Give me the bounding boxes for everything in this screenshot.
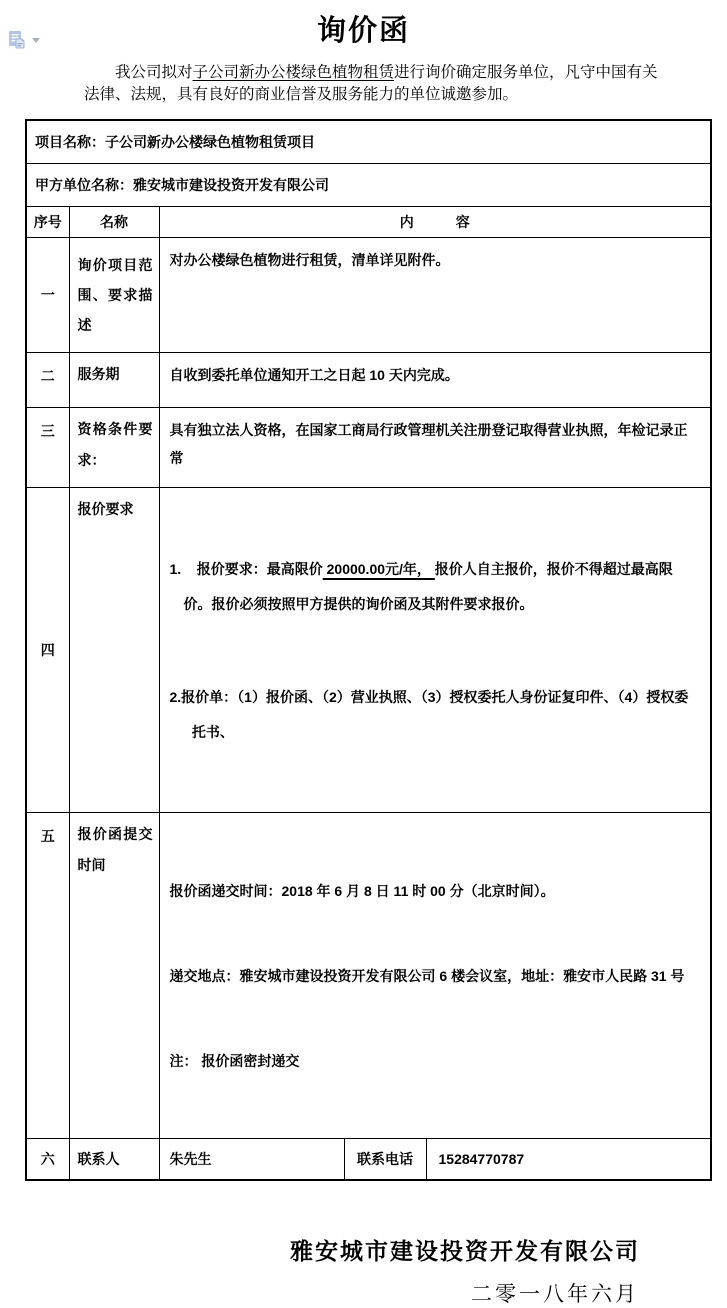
quote-requirement-item-2: 2.报价单：（1）报价函、（2）营业执照、（3）授权委托人身份证复印件、（4）授权委托书、: [169, 689, 689, 741]
table-row: [26, 164, 711, 207]
submission-note-line: 注： 报价函密封递交: [169, 1053, 300, 1070]
table-row: [26, 488, 711, 813]
row-content: [159, 488, 711, 813]
chevron-down-icon: [32, 38, 40, 43]
row-name: 报价函提交时间: [69, 813, 159, 1139]
contact-name-cell: 朱先生: [159, 1139, 344, 1180]
document-title: 询价函: [316, 15, 410, 47]
project-name-cell: 项目名称：子公司新办公楼绿色植物租赁项目: [26, 120, 711, 164]
phone-label-cell: 联系电话: [344, 1139, 426, 1180]
row-name: 资格条件要求：: [69, 408, 159, 488]
intro-paragraph: [84, 62, 663, 107]
phone-number-cell: 15284770787: [426, 1139, 711, 1180]
party-a-cell: 甲方单位名称：雅安城市建设投资开发有限公司: [26, 164, 711, 207]
table-row: [26, 238, 711, 353]
row-content: 自收到委托单位通知开工之日起 10 天内完成。: [159, 353, 711, 408]
row-name: 服务期: [69, 353, 159, 408]
intro-text-underlined: 子公司新办公楼绿色植物租赁: [192, 64, 395, 81]
footer-date: 二零一八年六月: [471, 1281, 639, 1306]
table-row: [26, 813, 711, 1139]
header-no: 序号: [26, 207, 69, 238]
row-number: 二: [26, 353, 69, 408]
submission-time-line: 报价函递交时间：2018 年 6 月 8 日 11 时 00 分（北京时间）。: [169, 883, 555, 900]
footer-company: 雅安城市建设投资开发有限公司: [290, 1238, 640, 1264]
max-price-blank: 20000.00元/年，: [322, 561, 435, 578]
document-page: [0, 8, 727, 1308]
paste-options-icon: [8, 30, 25, 49]
row-name: 报价要求: [69, 488, 159, 813]
inquiry-table: [25, 119, 712, 1181]
intro-text-pre: 我公司拟对: [115, 64, 193, 81]
quote-requirement-item-1: 1. 报价要求：最高限价 20000.00元/年， 报价人自主报价，报价不得超过最高限价。报价必须按照甲方提供的询价函及其附件要求报价。: [169, 561, 673, 613]
row-name: 联系人: [69, 1139, 159, 1180]
row-content: 对办公楼绿色植物进行租赁，清单详见附件。: [159, 238, 711, 353]
submission-place-line: 递交地点：雅安城市建设投资开发有限公司 6 楼会议室，地址：雅安市人民路 31 号: [169, 968, 685, 985]
header-content: 内容: [159, 207, 711, 238]
row-number: 一: [26, 238, 69, 353]
header-name: 名称: [69, 207, 159, 238]
row-number: 三: [26, 408, 69, 488]
row-content: 具有独立法人资格，在国家工商局行政管理机关注册登记取得营业执照，年检记录正常: [159, 408, 711, 488]
table-header-row: [26, 207, 711, 238]
row-number: 五: [26, 813, 69, 1139]
row-number: 四: [26, 488, 69, 813]
table-row: [26, 1139, 711, 1180]
row-number: 六: [26, 1139, 69, 1180]
table-row: [26, 353, 711, 408]
table-row: [26, 120, 711, 164]
row-content: [159, 813, 711, 1139]
intro-text-post: 进行询价确定服务单位，凡守中国有关法律、法规，具有良好的商业信誉及服务能力的单位诚邀参加。: [84, 64, 658, 104]
paste-options-button[interactable]: [8, 30, 40, 49]
row-name: 询价项目范围、要求描述: [69, 238, 159, 353]
table-row: [26, 408, 711, 488]
